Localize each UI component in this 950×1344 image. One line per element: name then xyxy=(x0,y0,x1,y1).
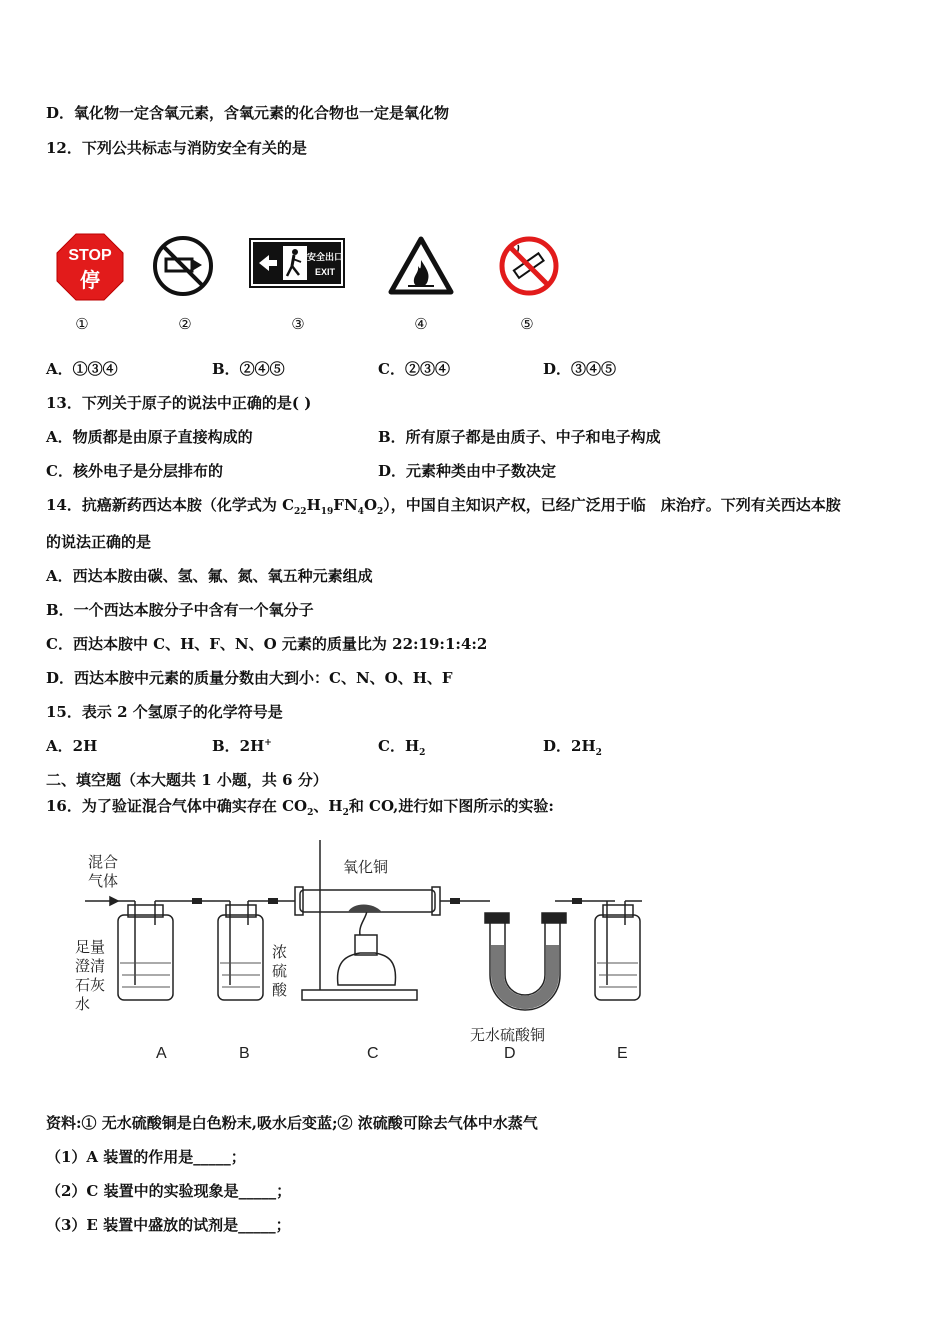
q13-stem: 13．下列关于原子的说法中正确的是( ) xyxy=(46,394,312,412)
q14-stem-post: ），中国自主知识产权，已经广泛用于临 床治疗。下列有关西达本胺 xyxy=(383,496,841,514)
q15-b-text: B．2H xyxy=(212,737,265,755)
q15-option-d xyxy=(543,735,602,758)
label-mixed-gas: 混合 气体 xyxy=(88,853,119,890)
sign-label-5: ⑤ xyxy=(520,315,534,333)
q12-option-a: A．①③④ xyxy=(46,360,118,378)
q14-sym-fn: FN xyxy=(333,496,358,514)
sign-label-2: ② xyxy=(178,315,192,333)
q14-option-a: A．西达本胺由碳、氢、氟、氮、氧五种元素组成 xyxy=(46,567,373,585)
sign-label-4: ④ xyxy=(414,315,428,333)
q14-sym-o: O xyxy=(363,496,378,514)
q14-sub-c: 22 xyxy=(294,507,307,517)
q13-option-a: A．物质都是由原子直接构成的 xyxy=(46,428,253,446)
q13-option-c: C．核外电子是分层排布的 xyxy=(46,462,223,480)
q16-sub-1: （1）A 装置的作用是_____； xyxy=(46,1148,246,1166)
q16-post: 和 CO,进行如下图所示的实验: xyxy=(348,797,554,815)
q15-c-sub: 2 xyxy=(419,748,426,758)
q12-option-b: B．②④⑤ xyxy=(212,360,285,378)
q14-stem-cont: 的说法正确的是 xyxy=(46,533,152,551)
stop-sign-icon xyxy=(56,233,124,301)
q16-pre: 16．为了验证混合气体中确实存在 CO xyxy=(46,797,308,815)
apparatus-label-e: E xyxy=(617,1045,628,1062)
q12-option-d: D．③④⑤ xyxy=(543,360,617,378)
q13-option-b: B．所有原子都是由质子、中子和电子构成 xyxy=(378,428,661,446)
exit-en-text: EXIT xyxy=(314,267,336,277)
label-cuso4: 无水硫酸铜 xyxy=(470,1026,546,1044)
q15-option-c xyxy=(378,735,425,758)
q16-sub-co2: 2 xyxy=(307,808,314,818)
stop-text: STOP xyxy=(68,247,112,264)
no-vehicle-sign-icon xyxy=(152,235,214,297)
label-limewater: 足量 澄清 石灰 水 xyxy=(75,938,106,1013)
q14-option-d: D．西达本胺中元素的质量分数由大到小：C、N、O、H、F xyxy=(46,669,453,687)
q16-sub-3: （3）E 装置中盛放的试剂是_____； xyxy=(46,1216,291,1234)
q15-stem: 15．表示 2 个氢原子的化学符号是 xyxy=(46,703,283,721)
q13-option-d: D．元素种类由中子数决定 xyxy=(378,462,557,480)
q16-h: 、H xyxy=(313,797,343,815)
exit-cn-text: 安全出口 xyxy=(306,253,344,263)
apparatus-label-c: C xyxy=(367,1045,379,1062)
q14-sub-n: 4 xyxy=(357,507,364,517)
apparatus-label-a: A xyxy=(156,1045,167,1062)
section-2-title: 二、填空题（本大题共 1 小题，共 6 分） xyxy=(46,771,328,789)
q15-d-sub: 2 xyxy=(595,748,602,758)
apparatus-label-b: B xyxy=(239,1045,250,1062)
q11-option-d: D．氧化物一定含氧元素，含氧元素的化合物也一定是氧化物 xyxy=(46,104,450,122)
label-copper-oxide: 氧化铜 xyxy=(343,858,389,876)
q16-stem xyxy=(46,795,554,818)
q14-stem xyxy=(46,494,841,517)
q15-b-sup: + xyxy=(264,738,272,748)
stop-cn-text: 停 xyxy=(80,268,100,292)
sign-label-3: ③ xyxy=(291,315,305,333)
q14-sym-h: H xyxy=(306,496,321,514)
q14-option-b: B．一个西达本胺分子中含有一个氧分子 xyxy=(46,601,314,619)
q15-option-b xyxy=(212,735,272,756)
q14-sub-o: 2 xyxy=(377,507,384,517)
label-sulfuric-acid: 浓 硫 酸 xyxy=(272,943,288,999)
q15-d-text: D．2H xyxy=(543,737,596,755)
apparatus-label-d: D xyxy=(504,1045,516,1062)
q15-c-text: C．H xyxy=(378,737,420,755)
q16-info: 资料:① 无水硫酸铜是白色粉末,吸水后变蓝;② 浓硫酸可除去气体中水蒸气 xyxy=(46,1114,538,1132)
q14-option-c: C．西达本胺中 C、H、F、N、O 元素的质量比为 22:19:1:4:2 xyxy=(46,635,488,653)
no-smoking-sign-icon xyxy=(498,235,560,297)
sign-label-1: ① xyxy=(75,315,89,333)
q14-sub-h: 19 xyxy=(320,507,334,517)
q14-stem-pre: 14．抗癌新药西达本胺（化学式为 C xyxy=(46,496,295,514)
emergency-exit-sign-icon xyxy=(249,238,345,288)
q16-sub-2: （2）C 装置中的实验现象是_____； xyxy=(46,1182,292,1200)
q16-sub-h2: 2 xyxy=(342,808,349,818)
q15-option-a: A．2H xyxy=(46,737,98,755)
flammable-warning-sign-icon xyxy=(388,236,454,296)
q12-option-c: C．②③④ xyxy=(378,360,450,378)
q12-stem: 12．下列公共标志与消防安全有关的是 xyxy=(46,139,307,157)
